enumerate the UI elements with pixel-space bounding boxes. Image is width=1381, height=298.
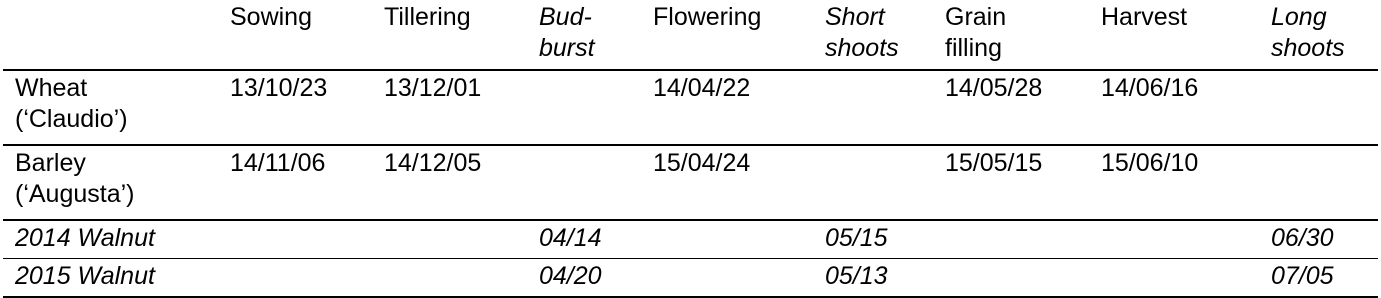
header-cell-corner bbox=[3, 0, 218, 70]
table-cell bbox=[372, 259, 527, 298]
header-cell-budburst bbox=[527, 0, 641, 70]
table-cell bbox=[641, 220, 813, 259]
table-row-wheat bbox=[3, 70, 1378, 145]
table-cell bbox=[218, 220, 372, 259]
table-cell: 15/05/15 bbox=[945, 149, 1043, 177]
header-grain-filling-line2: filling bbox=[945, 34, 1002, 62]
table-cell bbox=[933, 259, 1089, 298]
table-cell bbox=[813, 145, 933, 220]
row-label-wheat-line1: Wheat bbox=[15, 74, 88, 102]
table-cell bbox=[1259, 145, 1378, 220]
table-cell bbox=[218, 259, 372, 298]
header-budburst-line1: Bud- bbox=[539, 3, 592, 31]
row-label-barley bbox=[3, 145, 218, 220]
header-budburst-line2: burst bbox=[539, 34, 595, 62]
table-cell: 14/04/22 bbox=[653, 74, 751, 102]
row-label-wheat bbox=[3, 70, 218, 145]
header-cell-grain-filling bbox=[933, 0, 1089, 70]
row-label-barley-line1: Barley bbox=[15, 149, 86, 177]
table-cell bbox=[641, 259, 813, 298]
row-label-barley-line2: (‘Augusta’) bbox=[15, 180, 135, 208]
table-cell: 14/12/05 bbox=[384, 149, 482, 177]
header-row bbox=[3, 0, 1378, 70]
table-cell: 05/13 bbox=[825, 262, 888, 290]
header-cell-sowing bbox=[218, 0, 372, 70]
header-cell-short-shoots bbox=[813, 0, 933, 70]
header-sowing: Sowing bbox=[230, 3, 312, 31]
table-cell bbox=[813, 70, 933, 145]
table-cell: 04/14 bbox=[539, 224, 602, 252]
table-cell: 05/15 bbox=[825, 224, 888, 252]
table-cell: 15/04/24 bbox=[653, 149, 751, 177]
header-short-shoots-line2: shoots bbox=[825, 34, 899, 62]
table-cell: 14/06/16 bbox=[1101, 74, 1199, 102]
header-short-shoots-line1: Short bbox=[825, 3, 885, 31]
table-cell: 14/11/06 bbox=[230, 149, 326, 177]
table-cell bbox=[1089, 259, 1259, 298]
row-label-wheat-line2: (‘Claudio’) bbox=[15, 105, 128, 133]
table-cell bbox=[527, 70, 641, 145]
table-cell: 13/10/23 bbox=[230, 74, 328, 102]
table-cell bbox=[1089, 220, 1259, 259]
table-cell: 13/12/01 bbox=[384, 74, 482, 102]
table-cell: 04/20 bbox=[539, 262, 602, 290]
table-cell bbox=[933, 220, 1089, 259]
table-cell: 15/06/10 bbox=[1101, 149, 1199, 177]
header-cell-harvest bbox=[1089, 0, 1259, 70]
header-long-shoots-line1: Long bbox=[1271, 3, 1327, 31]
header-flowering: Flowering bbox=[653, 3, 762, 31]
header-cell-tillering bbox=[372, 0, 527, 70]
table-row-walnut-2014 bbox=[3, 220, 1378, 259]
table-cell: 06/30 bbox=[1271, 224, 1334, 252]
header-cell-flowering bbox=[641, 0, 813, 70]
header-harvest: Harvest bbox=[1101, 3, 1188, 31]
table-cell bbox=[1259, 70, 1378, 145]
row-label-walnut-2015: 2015 Walnut bbox=[15, 262, 155, 290]
table-cell bbox=[527, 145, 641, 220]
table-row-walnut-2015 bbox=[3, 259, 1378, 298]
header-grain-filling-line1: Grain bbox=[945, 3, 1007, 31]
row-label-walnut-2014: 2014 Walnut bbox=[15, 224, 155, 252]
table-cell bbox=[372, 220, 527, 259]
table-row-barley bbox=[3, 145, 1378, 220]
header-long-shoots-line2: shoots bbox=[1271, 34, 1345, 62]
header-tillering: Tillering bbox=[384, 3, 471, 31]
table-cell: 14/05/28 bbox=[945, 74, 1043, 102]
table-cell: 07/05 bbox=[1271, 262, 1334, 290]
header-cell-long-shoots bbox=[1259, 0, 1378, 70]
phenology-grid bbox=[3, 0, 1378, 298]
